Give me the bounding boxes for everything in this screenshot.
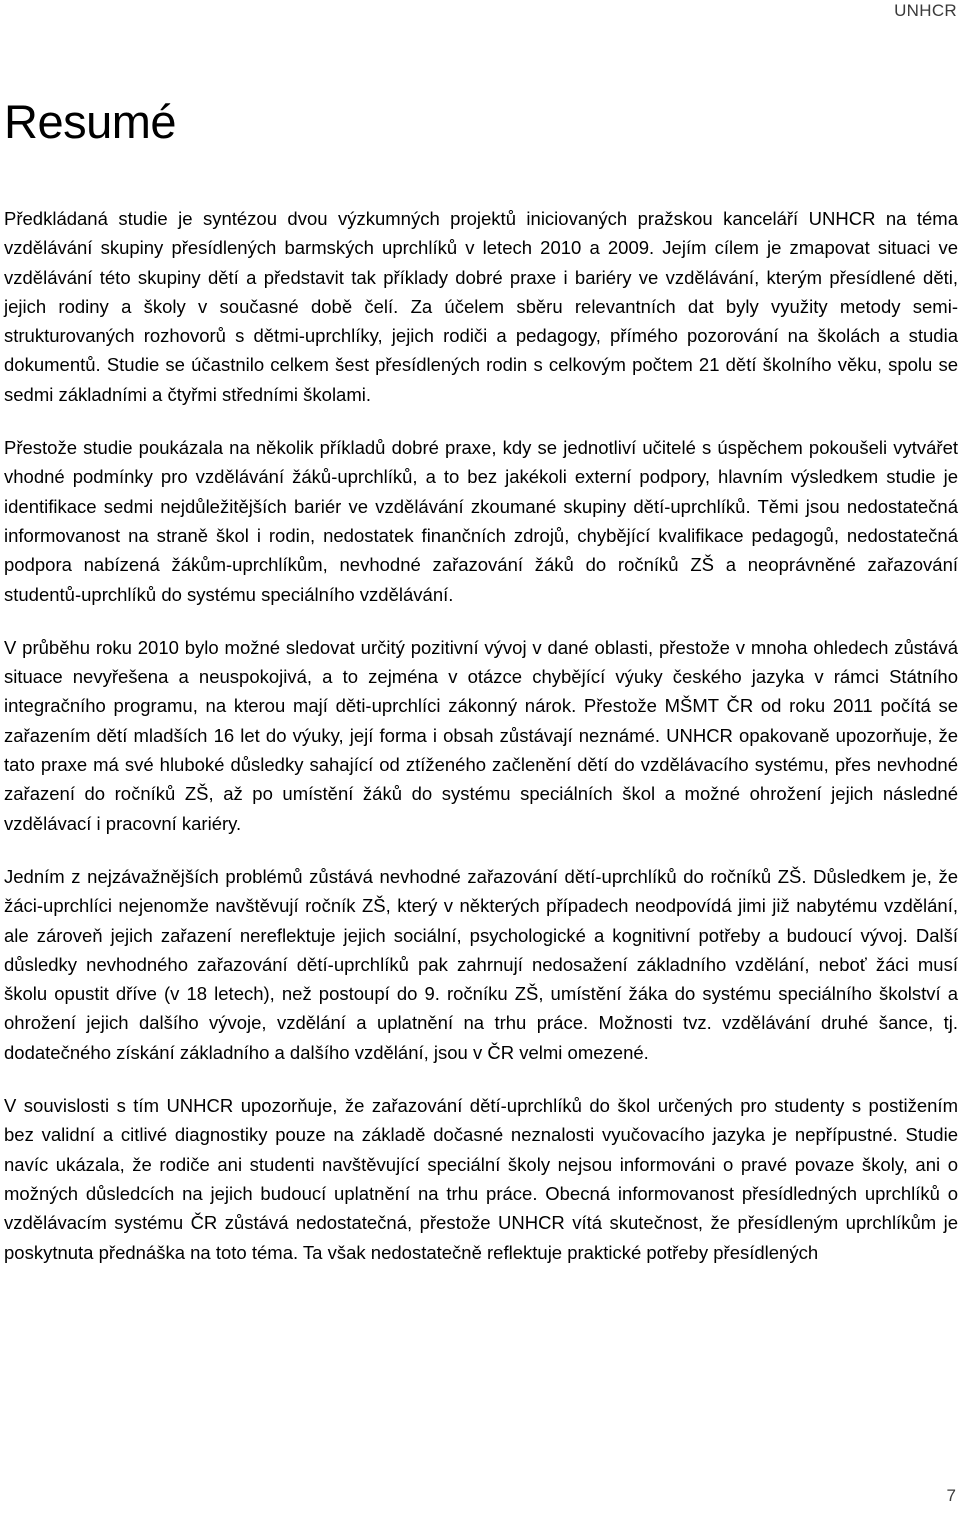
paragraph-grade-placement: Jedním z nejzávažnějších problémů zůstává nevhodné zařazování dětí-uprchlíků do ročníků ZŠ. Důsledkem je, že žáci-uprchlíci nejenomže navštěvují ročník ZŠ, který v některých případech neodpovídá jimi již nabytému vzdělání, ale zároveň jejich zařazení nereflektuje jejich sociální, psychologické a kognitivní potřeby a budoucí vývoj. Další důsledky nevhodného zařazování dětí-uprchlíků pak zahrnují nedosažení základního vzdělání, neboť žáci musí školu opustit dříve (v 18 letech), než postoupí do 9. ročníku ZŠ, umístění žáka do systému speciálního školství a ohrožení jejich dalšího vývoje, vzdělání a uplatnění na trhu práce. Možnosti tvz. vzdělávání druhé šance, tj. dodatečného získání základního a dalšího vzdělání, jsou v ČR velmi omezené.	[4, 865, 958, 1063]
paragraph-developments-2010: V průběhu roku 2010 bylo možné sledovat určitý pozitivní vývoj v dané oblasti, přestože v mnoha ohledech zůstává situace nevyřešena a neuspokojivá, a to zejména v otázce chybějící výuky českého jazyka v rámci Státního integračního programu, na kterou mají děti-uprchlíci zákonný nárok. Přestože MŠMT ČR od roku 2011 počítá se zařazením dětí mladších 16 let do výuky, její forma i obsah zůstávají neznámé. UNHCR opakovaně upozorňuje, že tato praxe má své hluboké důsledky sahající od ztíženého začlenění dětí do vzdělávacího systému, přes nevhodné zařazení do ročníků ZŠ, až po umístění žáků do systému speciálních škol a možné ohrožení jejich následné vzdělávací i pracovní kariéry.	[4, 636, 958, 834]
paragraph-special-schools: V souvislosti s tím UNHCR upozorňuje, že zařazování dětí-uprchlíků do škol určených pro studenty s postižením bez validní a citlivé diagnostiky pouze na základě dočasné neznalosti vyučovacího jazyka je nepřípustné. Studie navíc ukázala, že rodiče ani studenti navštěvující speciální školy nejsou informováni o pravé povaze školy, ani o možných důsledcích na jejich budoucí uplatnění na trhu práce. Obecná informovanost přesídledných uprchlíků o vzdělávacím systému ČR zůstává nedostatečná, přestože UNHCR vítá skutečnost, že přesídleným uprchlíkům je poskytnuta přednáška na toto téma. Ta však nedostatečně reflektuje praktické potřeby přesídlených	[4, 1095, 958, 1263]
running-header: UNHCR	[894, 1, 957, 20]
paragraph-study-overview: Předkládaná studie je syntézou dvou výzkumných projektů iniciovaných pražskou kanceláří UNHCR na téma vzdělávání skupiny přesídlených barmských uprchlíků v letech 2010 a 2009. Jejím cílem je zmapovat situaci ve vzdělávání této skupiny dětí a představit tak příklady dobré praxe i bariéry ve vzdělávání, kterým přesídlené děti, jejich rodiny a školy v současné době čelí. Za účelem sběru relevantních dat byly využity metody semi-strukturovaných rozhovorů s dětmi-uprchlíky, jejich rodiči a pedagogy, přímého pozorování na školách a studia dokumentů. Studie se účastnilo celkem šest přesídlených rodin s celkovým počtem 21 dětí školního věku, spolu se sedmi základními a čtyřmi středními školami.	[4, 208, 958, 405]
paragraph-barriers: Přestože studie poukázala na několik příkladů dobré praxe, kdy se jednotliví učitelé s úspěchem pokoušeli vytvářet vhodné podmínky pro vzdělávání žáků-uprchlíků, a to bez jakékoli externí podpory, hlavním výsledkem studie je identifikace sedmi nejdůležitějších bariér ve vzdělávání zkoumané skupiny dětí-uprchlíků. Těmi jsou nedostatečná informovanost na straně škol i rodin, nedostatek finančních zdrojů, chybějící kvalifikace pedagogů, nedostatečná podpora nabízená žákům-uprchlíkům, nevhodné zařazování žáků do ročníků ZŠ a neoprávněné zařazování studentů-uprchlíků do systému speciálního vzdělávání.	[4, 437, 958, 605]
document-body	[4, 204, 958, 1291]
page-number: 7	[946, 1486, 956, 1505]
page-title: Resumé	[4, 95, 177, 148]
